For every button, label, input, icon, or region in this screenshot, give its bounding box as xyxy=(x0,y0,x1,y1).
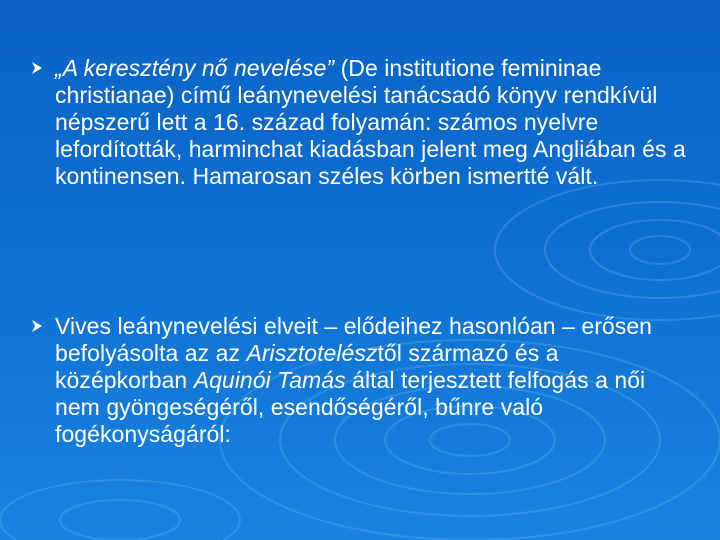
bullet-item-1 xyxy=(30,55,690,190)
bullet-text-2-part2: től származó és a középkorban xyxy=(55,340,559,393)
bullet-text-1-body: (De institutione femininae christianae) című leánynevelési tanácsadó könyv rendkívül népszerű lett a 16. század folyamán: számos nyelvre lefordították, harminchat kiadásban jelent meg Angliában és a kontinensen. Hamarosan széles körben ismertté vált. xyxy=(55,55,686,189)
bullet-text-2-part3: által terjesztett felfogás a női nem gyöngeségéről, esendőségéről, bűnre való fogékonyságáról: xyxy=(55,367,646,447)
bullet-item-2 xyxy=(30,313,690,448)
book-title: „A keresztény nő nevelése” xyxy=(55,55,335,81)
bullet-text-2-part1: Vives leánynevelési elveit – elődeihez hasonlóan – erősen befolyásolta az az xyxy=(55,313,652,366)
bullet-text-2 xyxy=(55,313,690,448)
name-aquinas: Aquinói Tamás xyxy=(193,367,346,393)
arrowhead-bullet-icon xyxy=(30,319,44,333)
name-aristotle: Arisztotelész xyxy=(246,340,378,366)
bullet-text-1 xyxy=(55,55,690,190)
arrowhead-bullet-icon xyxy=(30,61,44,75)
